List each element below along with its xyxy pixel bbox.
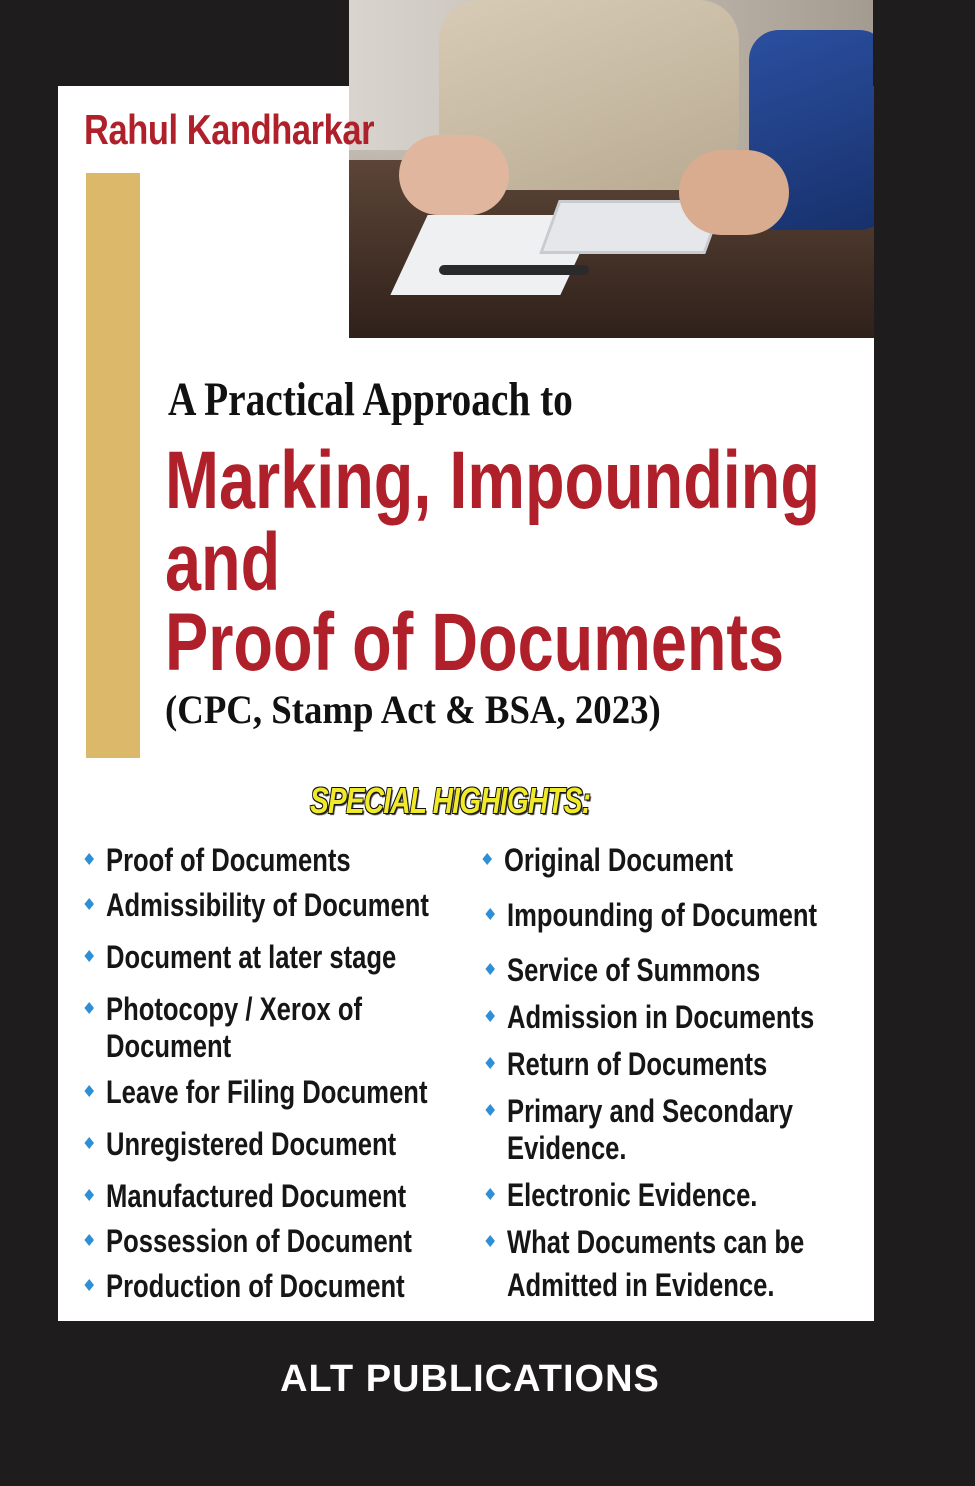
diamond-bullet-icon (84, 1084, 95, 1098)
diamond-bullet-icon (485, 1056, 496, 1070)
highlight-right-item (507, 1177, 757, 1214)
highlight-text-continuation: Admitted in Evidence. (507, 1267, 775, 1303)
diamond-bullet-icon (485, 1187, 496, 1201)
highlights-heading: SPECIAL HIGHIGHTS: (310, 780, 591, 821)
photo-hand-right-overlay (679, 150, 789, 235)
highlight-text: Leave for Filing Document (106, 1074, 428, 1110)
book-edition: (CPC, Stamp Act & BSA, 2023) (165, 687, 661, 732)
highlight-right-item (504, 842, 733, 879)
highlight-right-item (507, 952, 760, 989)
highlight-left-item (106, 842, 351, 879)
diamond-bullet-icon (84, 1136, 95, 1150)
highlight-text: Admission in Documents (507, 999, 815, 1035)
highlight-text: Possession of Document (106, 1223, 412, 1259)
highlight-right-item (507, 999, 814, 1036)
highlight-right-item (507, 897, 817, 934)
diamond-bullet-icon (84, 897, 95, 911)
highlight-left-item (106, 939, 396, 976)
book-subtitle: A Practical Approach to (168, 373, 573, 426)
highlight-left-item (106, 1126, 396, 1163)
highlight-text: Impounding of Document (507, 897, 817, 933)
highlight-text: Primary and Secondary (507, 1093, 793, 1129)
highlight-text: Service of Summons (507, 952, 761, 988)
gold-accent-bar (86, 173, 140, 758)
highlight-text: Document at later stage (106, 939, 397, 975)
diamond-bullet-icon (485, 1009, 496, 1023)
diamond-bullet-icon (84, 1188, 95, 1202)
diamond-bullet-icon (485, 1103, 496, 1117)
highlight-left-item (106, 887, 429, 924)
highlight-text: Original Document (504, 842, 733, 878)
cover-photo-overlay (349, 86, 874, 338)
highlight-text-continuation: Evidence. (507, 1130, 627, 1166)
highlight-left-item (106, 991, 362, 1065)
highlight-text: Photocopy / Xerox of (106, 991, 363, 1027)
highlight-left-item (106, 1074, 427, 1111)
diamond-bullet-icon (84, 1233, 95, 1247)
highlight-text: Unregistered Document (106, 1126, 397, 1162)
diamond-bullet-icon (482, 852, 493, 866)
diamond-bullet-icon (485, 907, 496, 921)
highlight-left-item (106, 1223, 412, 1260)
book-title-line-1: Marking, Impounding (165, 435, 820, 526)
publisher-name: ALT PUBLICATIONS (280, 1358, 660, 1400)
highlight-right-item (507, 1046, 767, 1083)
highlight-left-item (106, 1268, 405, 1305)
book-title-line-2: and (165, 517, 281, 608)
highlight-text: What Documents can be (507, 1224, 805, 1260)
author-name: Rahul Kandharkar (84, 106, 375, 153)
diamond-bullet-icon (84, 949, 95, 963)
diamond-bullet-icon (485, 962, 496, 976)
highlight-text: Return of Documents (507, 1046, 768, 1082)
diamond-bullet-icon (84, 1278, 95, 1292)
highlight-right-item (507, 1093, 793, 1167)
highlight-text-continuation: Document (106, 1028, 232, 1064)
highlight-text: Proof of Documents (106, 842, 351, 878)
highlight-text: Production of Document (106, 1268, 405, 1304)
diamond-bullet-icon (84, 852, 95, 866)
photo-hand-left-overlay (399, 135, 509, 215)
photo-pen-overlay (439, 265, 589, 275)
diamond-bullet-icon (84, 1001, 95, 1015)
highlight-text: Manufactured Document (106, 1178, 407, 1214)
diamond-bullet-icon (485, 1234, 496, 1248)
highlight-left-item (106, 1178, 406, 1215)
book-title-line-3: Proof of Documents (165, 597, 785, 688)
highlight-text: Electronic Evidence. (507, 1177, 758, 1213)
highlight-right-item (507, 1224, 804, 1304)
highlight-text: Admissibility of Document (106, 887, 429, 923)
